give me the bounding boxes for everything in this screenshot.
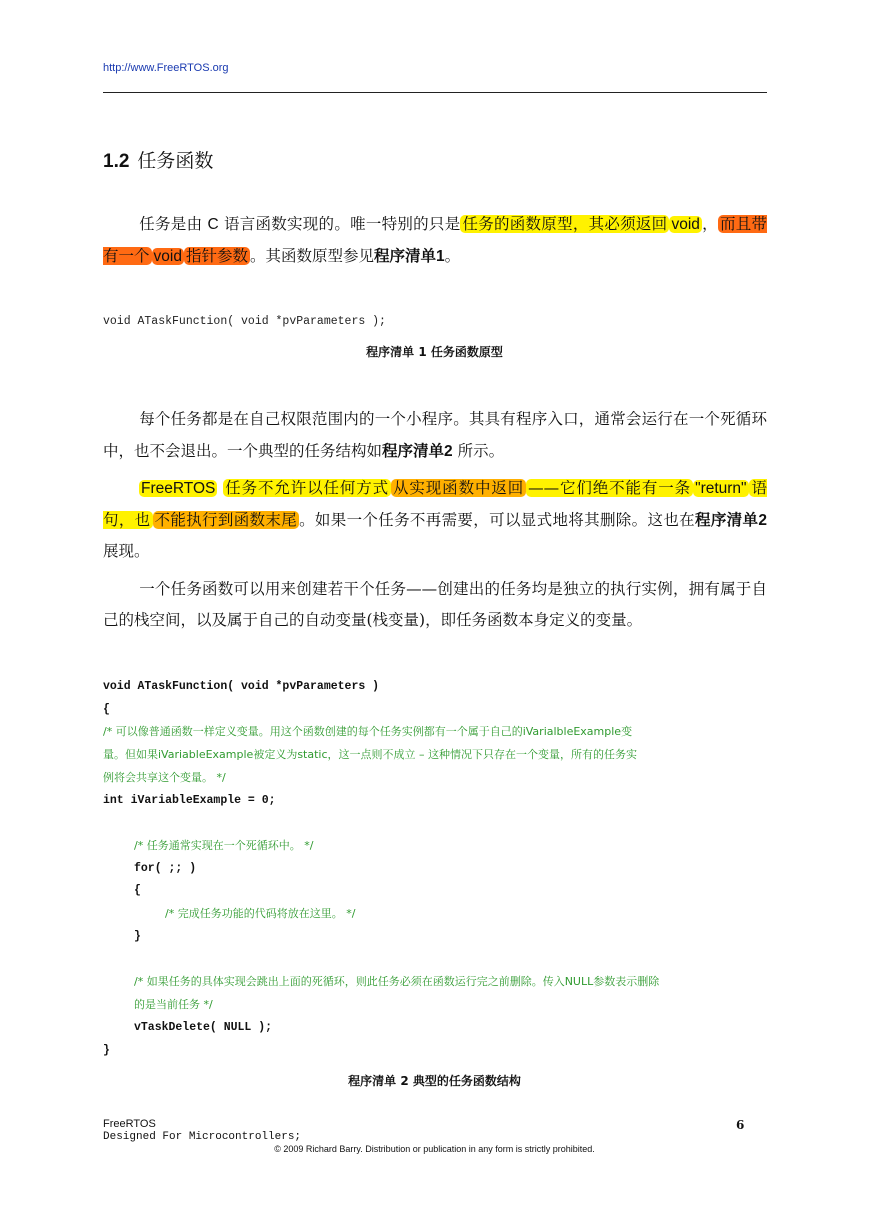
code-line: int iVariableExample = 0; xyxy=(103,794,276,807)
highlight: 语句，也 xyxy=(103,479,767,529)
text: 语言函数实现的。唯一特别的只是 xyxy=(218,215,461,233)
code-comment: 量。但如果iVariableExample被定义为static，这一点则不成立 – 这种情况下只存在一个变量，所有的任务实 xyxy=(103,748,638,761)
highlight: void xyxy=(153,248,182,265)
code-line: void ATaskFunction( void *pvParameters ) xyxy=(103,680,380,693)
code-line: } xyxy=(103,1044,110,1057)
text: C xyxy=(207,216,219,233)
code-line: { xyxy=(103,703,110,716)
text: 一个任务函数可以用来创建若干个任务——创建出的任务均是独立的执行实例，拥有属于自己的栈空间，以及属于自己的自动变量(栈变量)，即任务函数本身定义的变量。 xyxy=(103,580,767,629)
paragraph-prototype xyxy=(103,209,767,272)
page-number: 6 xyxy=(736,1118,745,1132)
listing-2-caption: 程序清单 2 典型的任务函数结构 xyxy=(348,1074,521,1088)
code-comment: 例将会共享这个变量。 */ xyxy=(103,771,226,784)
section-title xyxy=(103,146,213,173)
code-comment: /* 可以像普通函数一样定义变量。用这个函数创建的每个任务实例都有一个属于自己的iVarialbleExample变 xyxy=(103,725,633,738)
text: 。其函数原型参见 xyxy=(249,247,374,265)
listing-reference-number[interactable]: 1 xyxy=(436,248,445,265)
code-line: vTaskDelete( NULL ); xyxy=(134,1021,273,1034)
text: 每个任务都是在自己权限范围内的一个小程序。其具有程序入口，通常会运行在一个死循环中，也不会退出。一个典型的任务结构如 xyxy=(103,410,767,460)
header-divider xyxy=(103,92,767,93)
paragraph-multiple-instances xyxy=(103,574,767,636)
highlight: 任务的函数原型，其必须返回 xyxy=(462,215,668,233)
listing-reference-number[interactable]: 2 xyxy=(444,443,453,460)
listing-reference[interactable]: 程序清单 xyxy=(695,510,759,529)
footer-product: FreeRTOS xyxy=(103,1118,156,1130)
highlight: 从实现函数中返回 xyxy=(393,479,525,497)
code-comment: /* 任务通常实现在一个死循环中。 */ xyxy=(134,839,314,852)
text: 展现。 xyxy=(103,542,150,560)
header-url[interactable]: http://www.FreeRTOS.org xyxy=(103,62,229,74)
text: 。如果一个任务不再需要，可以显式地将其删除。这也在 xyxy=(299,511,695,529)
listing-reference[interactable]: 程序清单 xyxy=(373,246,436,265)
code-comment: 的是当前任务 */ xyxy=(134,998,213,1011)
text: 。 xyxy=(444,247,461,265)
code-comment: /* 完成任务功能的代码将放在这里。 */ xyxy=(165,907,356,920)
footer-tagline: Designed For Microcontrollers; xyxy=(103,1131,302,1143)
listing-1-code: void ATaskFunction( void *pvParameters ); xyxy=(103,315,386,328)
footer-copyright: © 2009 Richard Barry. Distribution or publication in any form is strictly prohibited. xyxy=(274,1144,595,1154)
listing-reference[interactable]: 程序清单 xyxy=(382,441,445,460)
highlight: ——它们绝不能有一条 xyxy=(528,479,692,497)
section-number: 1.2 xyxy=(103,151,130,172)
code-comment: /* 如果任务的具体实现会跳出上面的死循环，则此任务必须在函数运行完之前删除。传入NULL参数表示删除 xyxy=(134,975,660,988)
paragraph-no-return xyxy=(103,473,767,567)
highlight: void xyxy=(671,216,700,233)
paragraph-task-structure xyxy=(103,404,767,467)
text: 任务是由 xyxy=(139,215,208,233)
section-title-text: 任务函数 xyxy=(137,150,214,172)
highlight: "return" xyxy=(695,480,747,497)
highlight: FreeRTOS xyxy=(141,480,216,497)
text: 所示。 xyxy=(452,442,505,460)
code-line: } xyxy=(134,930,141,943)
listing-reference-number[interactable]: 2 xyxy=(758,512,767,529)
highlight: 指针参数 xyxy=(185,247,248,265)
code-line: for( ;; ) xyxy=(134,862,197,875)
text: ， xyxy=(701,215,718,233)
highlight: 而且带有一个 xyxy=(103,215,767,265)
highlight: 不能执行到函数末尾 xyxy=(154,511,298,529)
code-line: { xyxy=(134,884,141,897)
highlight: 任务不允许以任何方式 xyxy=(225,479,390,497)
listing-1-caption: 程序清单 1 任务函数原型 xyxy=(366,345,503,359)
